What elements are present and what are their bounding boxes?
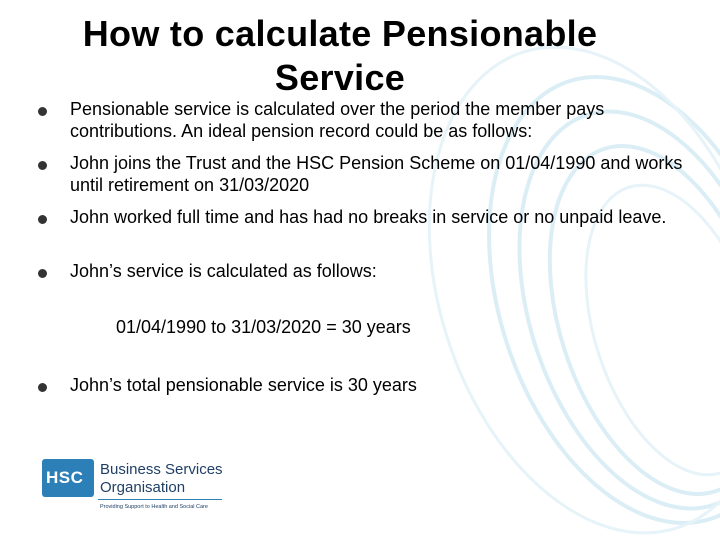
bullet-dot-icon	[38, 269, 47, 278]
logo-line-1: Business Services	[100, 461, 223, 478]
logo-mark-text: HSC	[46, 468, 84, 487]
bullet-item	[38, 374, 698, 396]
bullet-dot-icon	[38, 215, 47, 224]
bullet-item	[38, 152, 698, 196]
hsc-bso-logo	[42, 459, 232, 517]
logo-line-2: Organisation	[100, 479, 186, 496]
bullet-text: John’s total pensionable service is 30 years	[70, 375, 417, 395]
bullet-text: John’s service is calculated as follows:	[70, 261, 377, 281]
bullet-text: John worked full time and has had no breaks in service or no unpaid leave.	[70, 207, 667, 227]
bullet-dot-icon	[38, 161, 47, 170]
bullet-dot-icon	[38, 383, 47, 392]
bullet-item	[38, 98, 698, 142]
bullet-item	[38, 260, 698, 282]
hsc-logo-mark	[42, 459, 94, 497]
bullet-text: John joins the Trust and the HSC Pension Scheme on 01/04/1990 and works until retirement on 31/03/2020	[70, 153, 683, 195]
bullet-text: Pensionable service is calculated over the period the member pays contributions. An ideal pension record could be as follows:	[70, 99, 605, 141]
slide-title: How to calculate Pensionable Service	[82, 13, 598, 98]
calculation-line: 01/04/1990 to 31/03/2020 = 30 years	[116, 317, 411, 337]
bullet-dot-icon	[38, 107, 47, 116]
logo-tagline: Providing Support to Health and Social Care	[100, 504, 208, 510]
bullet-item	[38, 206, 698, 228]
logo-divider	[98, 499, 222, 500]
